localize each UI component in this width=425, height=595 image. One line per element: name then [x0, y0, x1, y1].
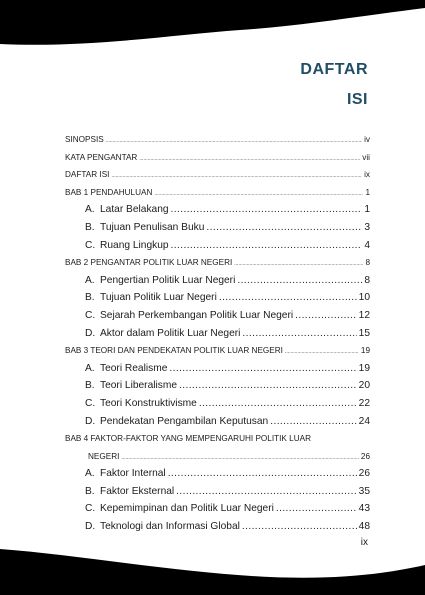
- toc-dot-leader: [270, 413, 356, 427]
- toc-entry-label: Teori Realisme: [100, 362, 168, 374]
- toc-dot-leader: [139, 149, 360, 163]
- toc-entry-page: 3: [364, 221, 370, 233]
- toc-entry-letter: A.: [85, 204, 95, 216]
- toc-dot-leader: [169, 360, 356, 374]
- toc-entry-letter: D.: [85, 521, 96, 533]
- toc-entry-letter: B.: [85, 221, 95, 233]
- toc-entry-letter: C.: [85, 309, 96, 321]
- toc-entry-letter: B.: [85, 292, 95, 304]
- toc-entry-page: 12: [358, 309, 370, 321]
- toc-entry-label: Tujuan Penulisan Buku: [100, 221, 205, 233]
- toc-entry[interactable]: [65, 237, 370, 255]
- toc-entry-page: 26: [360, 451, 370, 461]
- toc-entry[interactable]: [65, 395, 370, 413]
- toc-entry-label: BAB 4 FAKTOR-FAKTOR YANG MEMPENGARUHI POLITIK LUAR: [65, 434, 311, 444]
- toc-entry-page: 35: [358, 485, 370, 497]
- toc-entry[interactable]: [65, 518, 370, 536]
- toc-dot-leader: [234, 254, 363, 268]
- page-title-line-1: DAFTAR: [300, 61, 368, 78]
- toc-dot-leader: [168, 465, 357, 479]
- toc-dot-leader: [219, 289, 357, 303]
- toc-entry[interactable]: [65, 483, 370, 501]
- toc-entry-page: 20: [358, 380, 370, 392]
- toc-entry[interactable]: [65, 184, 370, 202]
- toc-entry-label: Teknologi dan Informasi Global: [100, 521, 240, 533]
- toc-entry-page: 10: [358, 292, 370, 304]
- toc-entry-letter: A.: [85, 274, 95, 286]
- toc-entry-label: Kepemimpinan dan Politik Luar Negeri: [100, 503, 274, 515]
- toc-entry-label: Faktor Internal: [100, 468, 166, 480]
- toc-entry-letter: D.: [85, 415, 96, 427]
- toc-entry[interactable]: [65, 430, 370, 448]
- toc-entry[interactable]: [65, 413, 370, 431]
- toc-entry-page: 26: [358, 468, 370, 480]
- toc-entry-letter: D.: [85, 327, 96, 339]
- toc-entry-label: Pendekatan Pengambilan Keputusan: [100, 415, 269, 427]
- toc-entry-label: Aktor dalam Politik Luar Negeri: [100, 327, 241, 339]
- toc-entry-label: Sejarah Perkembangan Politik Luar Negeri: [100, 309, 294, 321]
- toc-dot-leader: [121, 448, 358, 462]
- toc-dot-leader: [206, 219, 362, 233]
- page-number: ix: [360, 537, 368, 548]
- toc-entry-page: ix: [364, 170, 370, 180]
- toc-entry[interactable]: [65, 254, 370, 272]
- toc-dot-leader: [242, 518, 357, 532]
- toc-entry-label: Teori Liberalisme: [100, 380, 178, 392]
- toc-entry[interactable]: [65, 448, 370, 466]
- toc-entry-letter: A.: [85, 362, 95, 374]
- toc-entry-page: 8: [364, 274, 370, 286]
- toc-entry-page: 1: [364, 204, 370, 216]
- toc-dot-leader: [285, 342, 359, 356]
- toc-entry[interactable]: [65, 149, 370, 167]
- toc-dot-leader: [276, 500, 357, 514]
- toc-entry[interactable]: [65, 377, 370, 395]
- toc-entry-page: 8: [365, 258, 370, 268]
- toc-entry-label: NEGERI: [88, 451, 120, 461]
- toc-entry-label: Tujuan Politik Luar Negeri: [100, 292, 217, 304]
- bottom-wave-decoration: [0, 535, 425, 595]
- top-wave-decoration: [0, 0, 425, 60]
- toc-dot-leader: [199, 395, 357, 409]
- toc-entry-label: Ruang Lingkup: [100, 239, 169, 251]
- toc-dot-leader: [237, 272, 362, 286]
- toc-entry-page: 19: [360, 346, 370, 356]
- toc-entry[interactable]: [65, 272, 370, 290]
- toc-entry[interactable]: [65, 166, 370, 184]
- toc-entry-letter: C.: [85, 397, 96, 409]
- toc-entry-label: Teori Konstruktivisme: [100, 397, 197, 409]
- toc-dot-leader: [179, 377, 357, 391]
- toc-entry[interactable]: [65, 465, 370, 483]
- toc-entry-label: BAB 2 PENGANTAR POLITIK LUAR NEGERI: [65, 258, 233, 268]
- toc-entry-label: DAFTAR ISI: [65, 170, 110, 180]
- toc-entry-label: BAB 3 TEORI DAN PENDEKATAN POLITIK LUAR NEGERI: [65, 346, 283, 356]
- toc-entry[interactable]: [65, 131, 370, 149]
- toc-entry-letter: A.: [85, 468, 95, 480]
- toc-entry[interactable]: [65, 360, 370, 378]
- toc-entry-label: SINOPSIS: [65, 135, 104, 144]
- toc-entry[interactable]: [65, 289, 370, 307]
- toc-entry[interactable]: [65, 342, 370, 360]
- toc-dot-leader: [171, 201, 363, 215]
- toc-entry-label: Latar Belakang: [100, 204, 169, 216]
- toc-dot-leader: [106, 131, 362, 145]
- toc-entry-page: 19: [358, 362, 370, 374]
- toc-entry[interactable]: [65, 219, 370, 237]
- toc-dot-leader: [171, 237, 363, 251]
- toc-entry-page: 24: [358, 415, 370, 427]
- table-of-contents: [65, 131, 370, 536]
- toc-entry-page: vii: [362, 152, 370, 162]
- toc-entry-page: 1: [365, 187, 370, 197]
- toc-entry-page: 15: [358, 327, 370, 339]
- toc-entry-label: Pengertian Politik Luar Negeri: [100, 274, 236, 286]
- toc-entry[interactable]: [65, 307, 370, 325]
- toc-entry-label: BAB 1 PENDAHULUAN: [65, 187, 153, 197]
- toc-entry-page: 4: [364, 239, 370, 251]
- toc-entry-letter: B.: [85, 485, 95, 497]
- toc-entry[interactable]: [65, 325, 370, 343]
- toc-entry[interactable]: [65, 201, 370, 219]
- toc-dot-leader: [111, 166, 362, 180]
- toc-dot-leader: [176, 483, 356, 497]
- toc-entry-page: iv: [364, 135, 370, 144]
- toc-dot-leader: [295, 307, 357, 321]
- toc-entry-page: 48: [358, 521, 370, 533]
- toc-entry-letter: C.: [85, 503, 96, 515]
- toc-dot-leader: [154, 184, 363, 198]
- toc-entry-page: 22: [358, 397, 370, 409]
- toc-dot-leader: [242, 325, 356, 339]
- toc-entry-letter: B.: [85, 380, 95, 392]
- page-title-line-2: ISI: [346, 91, 368, 108]
- toc-entry[interactable]: [65, 500, 370, 518]
- toc-entry-label: KATA PENGANTAR: [65, 152, 138, 162]
- toc-entry-page: 43: [358, 503, 370, 515]
- toc-entry-label: Faktor Eksternal: [100, 485, 175, 497]
- toc-entry-letter: C.: [85, 239, 96, 251]
